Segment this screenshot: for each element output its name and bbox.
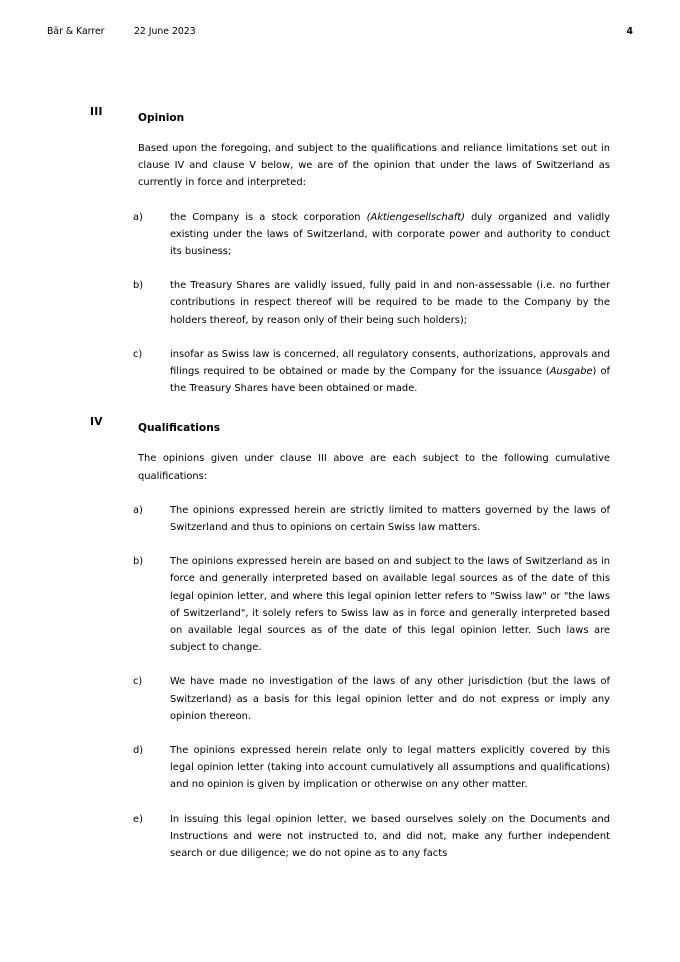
list-item-text-lead: the Treasury Shares are validly issued, fully paid in and non-assessable (i.e. no further contributions in respect thereof will be required to be made to the Company by the holders thereof, by reason only of their being such holders);: [170, 280, 610, 326]
list-item-marker: c): [133, 348, 143, 360]
list-item: [90, 502, 610, 536]
list-item-text-tail: ) of the Treasury Shares have been obtained or made.: [170, 366, 610, 395]
list-item: [90, 553, 610, 656]
list-item-text: [170, 346, 610, 398]
section-numeral: IV: [90, 416, 103, 429]
list-item-text: We have made no investigation of the laws of any other jurisdiction (but the laws of Switzerland) as a basis for this legal opinion letter and do not express or imply any opinion thereon.: [170, 676, 610, 722]
section-qualifications: [90, 416, 610, 862]
page-number: 4: [626, 26, 633, 37]
page-running-header: [47, 24, 633, 40]
list-item: [90, 811, 610, 863]
header-firm-name: Bär & Karrer: [47, 26, 105, 37]
section-opinion: [90, 106, 610, 397]
list-item: [90, 277, 610, 329]
section-spacer: [90, 397, 610, 416]
list-item-marker: b): [133, 556, 144, 568]
list-item-text: The opinions expressed herein are strictly limited to matters governed by the laws of Switzerland and thus to opinions on certain Swiss law matters.: [170, 504, 610, 534]
list-item-text: [170, 277, 610, 329]
section-title: Opinion: [138, 112, 185, 124]
list-item-italic-term: (Aktiengesellschaft): [366, 211, 466, 223]
list-item-text-lead: insofar as Swiss law is concerned, all regulatory consents, authorizations, approvals and filings required to be obtained or made by the Company for the issuance (: [170, 348, 610, 378]
qualifications-list: [90, 502, 610, 862]
section-heading: [90, 106, 610, 125]
opinion-list: [90, 209, 610, 398]
list-item: [90, 673, 610, 725]
section-numeral: III: [90, 106, 103, 118]
section-intro-paragraph: The opinions given under clause III above are each subject to the following cumulative qualifications:: [138, 453, 610, 482]
list-item-marker: d): [133, 745, 144, 757]
list-item-text-lead: the Company is a stock corporation: [170, 211, 367, 223]
list-item-text: The opinions expressed herein are based on and subject to the laws of Switzerland as in force and generally interpreted based on available legal sources as of the date of this legal opinion letter, and where this legal opinion letter refers to "Swiss law" or "the laws of Switzerland", it solely refers to Swiss law as in force and generally interpreted based on available legal sources as of the date of this legal opinion letter. Such laws are subject to change.: [170, 556, 610, 654]
list-item-marker: a): [133, 504, 143, 516]
list-item-text: The opinions expressed herein relate only to legal matters explicitly covered by this legal opinion letter (taking into account cumulatively all assumptions and qualifications) and no opinion is given by implication or otherwise on any other matter.: [170, 745, 610, 791]
list-item-marker: e): [133, 813, 143, 825]
list-item-marker: b): [133, 280, 144, 292]
list-item-text: [170, 209, 610, 261]
list-item: [90, 742, 610, 794]
list-item-text-tail: duly organized and validly existing under the laws of Switzerland, with corporate power and authority to conduct its business;: [170, 211, 610, 258]
list-item-text: In issuing this legal opinion letter, we based ourselves solely on the Documents and Instructions and were not instructed to, and did not, make any further independent search or due diligence; we do not opine as to any facts: [170, 813, 610, 860]
list-item-italic-term: Ausgabe: [549, 366, 593, 378]
list-item-marker: c): [133, 676, 143, 688]
section-heading: [90, 416, 610, 435]
document-body: [90, 106, 610, 862]
list-item: [90, 209, 610, 261]
list-item-marker: a): [133, 211, 143, 223]
section-title: Qualifications: [138, 422, 221, 435]
header-date: 22 June 2023: [133, 26, 196, 37]
list-item: [90, 346, 610, 398]
section-intro-paragraph: Based upon the foregoing, and subject to the qualifications and reliance limitations set out in clause IV and clause V below, we are of the opinion that under the laws of Switzerland as currently in force and interpreted:: [138, 143, 610, 189]
